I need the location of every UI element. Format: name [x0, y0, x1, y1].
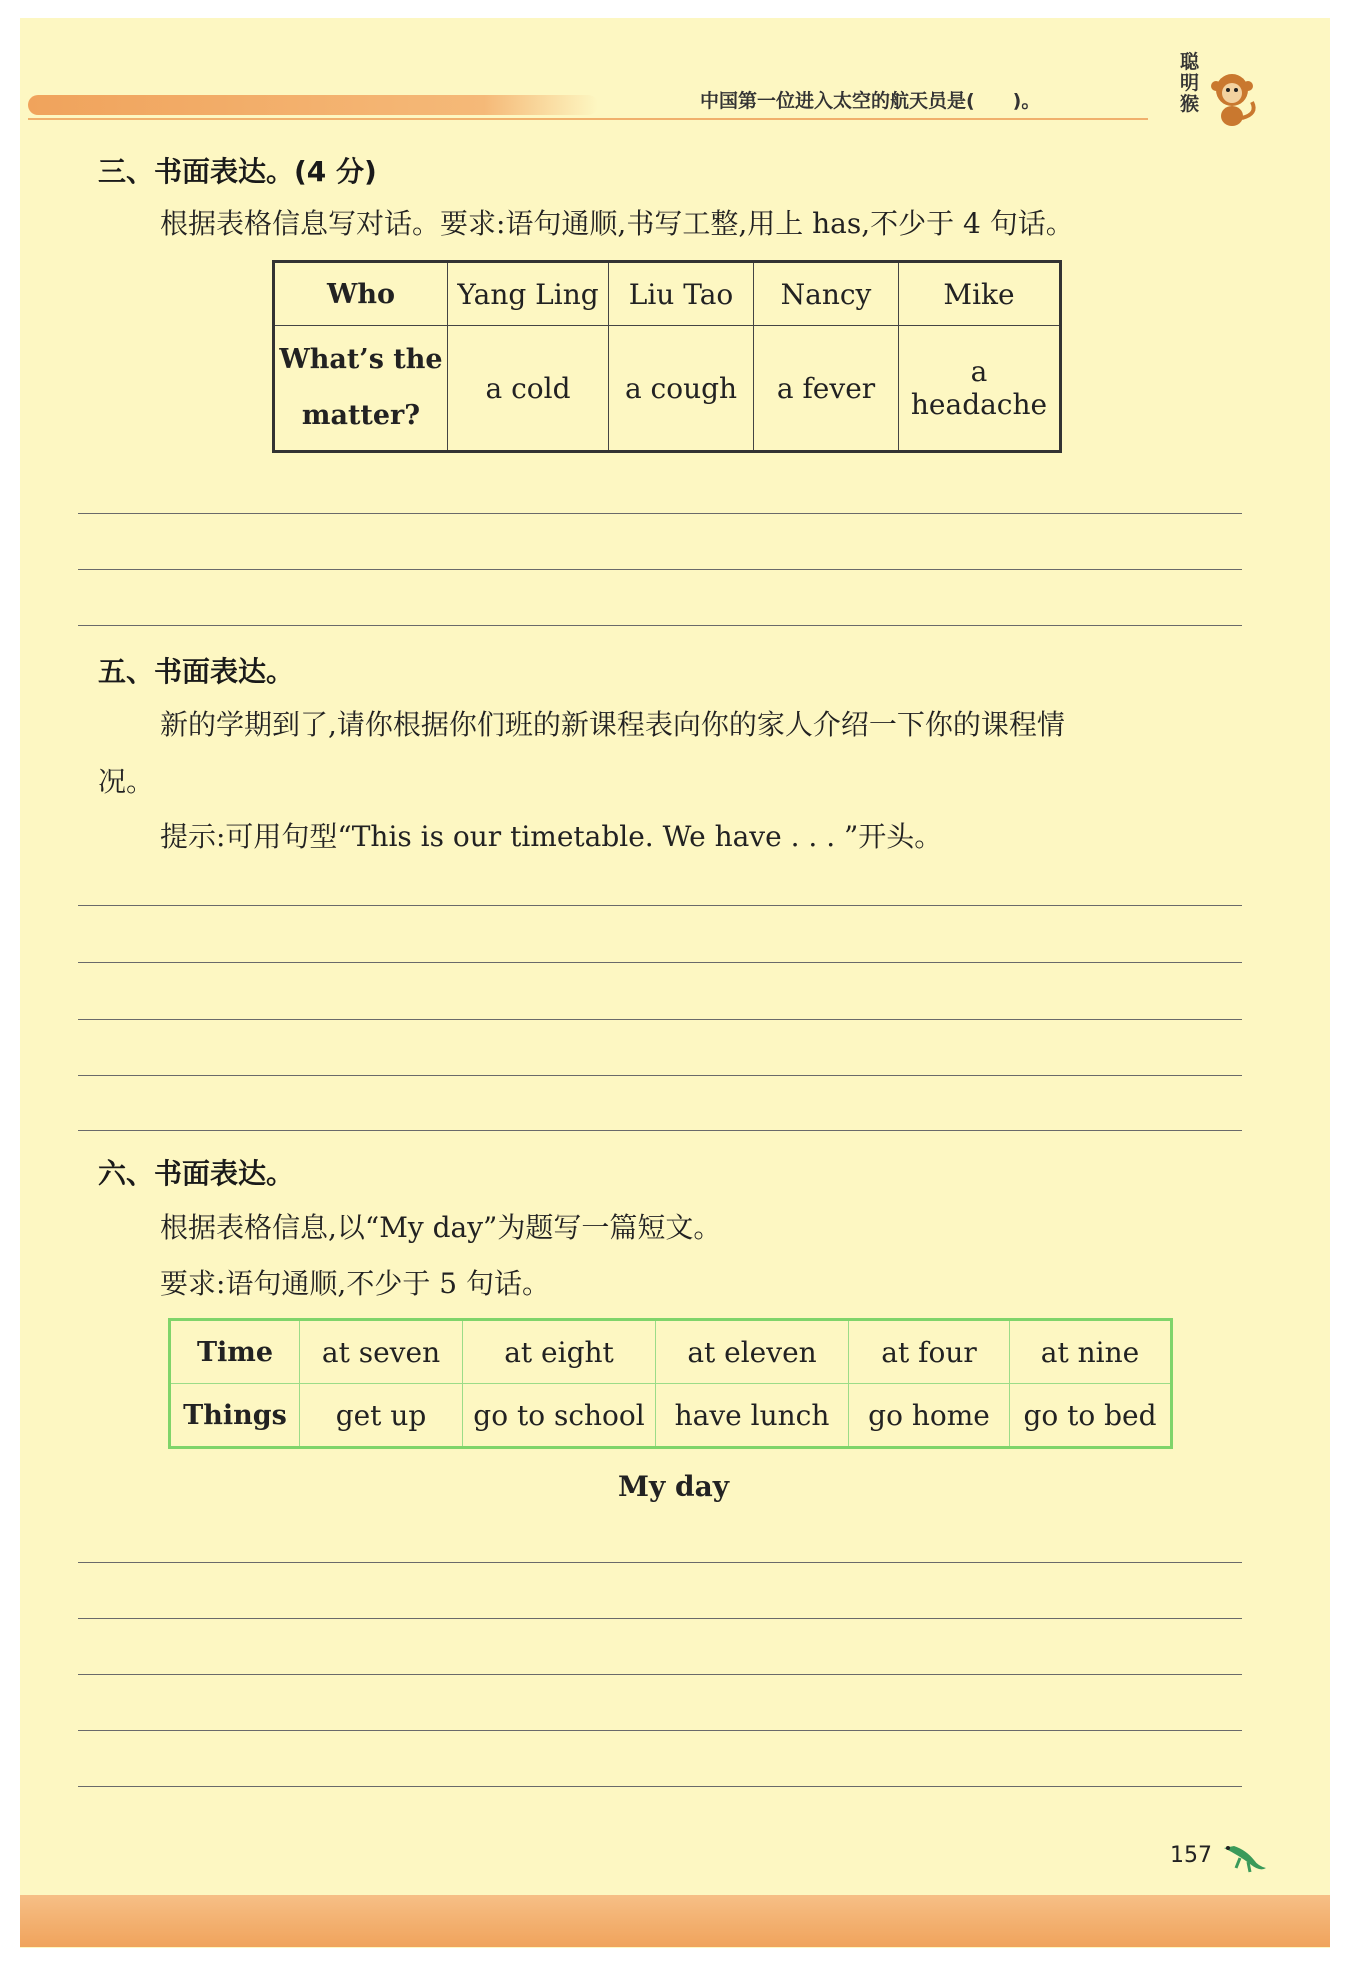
section5-hint: 提示:可用句型“This is our timetable. We have . . . ”开头。 — [160, 820, 943, 853]
writing-line — [78, 905, 1242, 906]
section3-instruction: 根据表格信息写对话。要求:语句通顺,书写工整,用上 has,不少于 4 句话。 — [160, 207, 1074, 240]
writing-line — [78, 1786, 1242, 1787]
matter-cell: a cold — [448, 326, 609, 452]
writing-line — [78, 1075, 1242, 1076]
writing-line — [78, 1730, 1242, 1731]
monkey-mascot-icon — [1180, 52, 1260, 132]
section6-title: 六、书面表达。 — [98, 1157, 295, 1190]
daily-schedule-table — [168, 1318, 1173, 1449]
writing-line — [78, 513, 1242, 514]
writing-line — [78, 1674, 1242, 1675]
writing-line — [78, 1019, 1242, 1020]
writing-line — [78, 1618, 1242, 1619]
name-cell: Yang Ling — [448, 262, 609, 326]
header-band — [28, 95, 598, 115]
illness-table — [272, 260, 1062, 453]
lizard-icon — [1220, 1838, 1270, 1878]
matter-cell: a fever — [754, 326, 899, 452]
matter-header-line1: What’s the — [279, 344, 443, 375]
name-cell: Mike — [899, 262, 1061, 326]
time-cell: at eight — [463, 1320, 656, 1384]
matter-header-line2: matter? — [301, 400, 421, 431]
section3-title: 三、书面表达。(4 分) — [98, 155, 377, 188]
time-cell: at four — [849, 1320, 1010, 1384]
writing-line — [78, 1562, 1242, 1563]
matter-cell: a headache — [899, 326, 1061, 452]
writing-line — [78, 625, 1242, 626]
essay-title: My day — [618, 1470, 730, 1503]
section6-line2: 要求:语句通顺,不少于 5 句话。 — [160, 1267, 550, 1300]
things-header: Things — [170, 1384, 300, 1448]
matter-cell: a cough — [609, 326, 754, 452]
time-cell: at eleven — [656, 1320, 849, 1384]
header-rule — [28, 118, 1148, 120]
section6-line1: 根据表格信息,以“My day”为题写一篇短文。 — [160, 1211, 722, 1244]
thing-cell: have lunch — [656, 1384, 849, 1448]
thing-cell: go to bed — [1010, 1384, 1172, 1448]
footer-band — [20, 1895, 1330, 1947]
matter-header — [274, 326, 448, 452]
header-question: 中国第一位进入太空的航天员是( )。 — [700, 90, 1041, 112]
who-header: Who — [274, 262, 448, 326]
writing-line — [78, 1130, 1242, 1131]
time-header: Time — [170, 1320, 300, 1384]
section5-title: 五、书面表达。 — [98, 655, 295, 688]
writing-line — [78, 962, 1242, 963]
thing-cell: get up — [300, 1384, 463, 1448]
page-number: 157 — [1170, 1843, 1212, 1868]
thing-cell: go to school — [463, 1384, 656, 1448]
monkey-icon — [1180, 52, 1260, 132]
writing-line — [78, 569, 1242, 570]
name-cell: Liu Tao — [609, 262, 754, 326]
section5-line2: 况。 — [98, 765, 155, 798]
mascot-label: 聪明猴 — [1180, 51, 1200, 115]
name-cell: Nancy — [754, 262, 899, 326]
time-cell: at seven — [300, 1320, 463, 1384]
section5-line1: 新的学期到了,请你根据你们班的新课程表向你的家人介绍一下你的课程情 — [160, 708, 1065, 741]
thing-cell: go home — [849, 1384, 1010, 1448]
time-cell: at nine — [1010, 1320, 1172, 1384]
